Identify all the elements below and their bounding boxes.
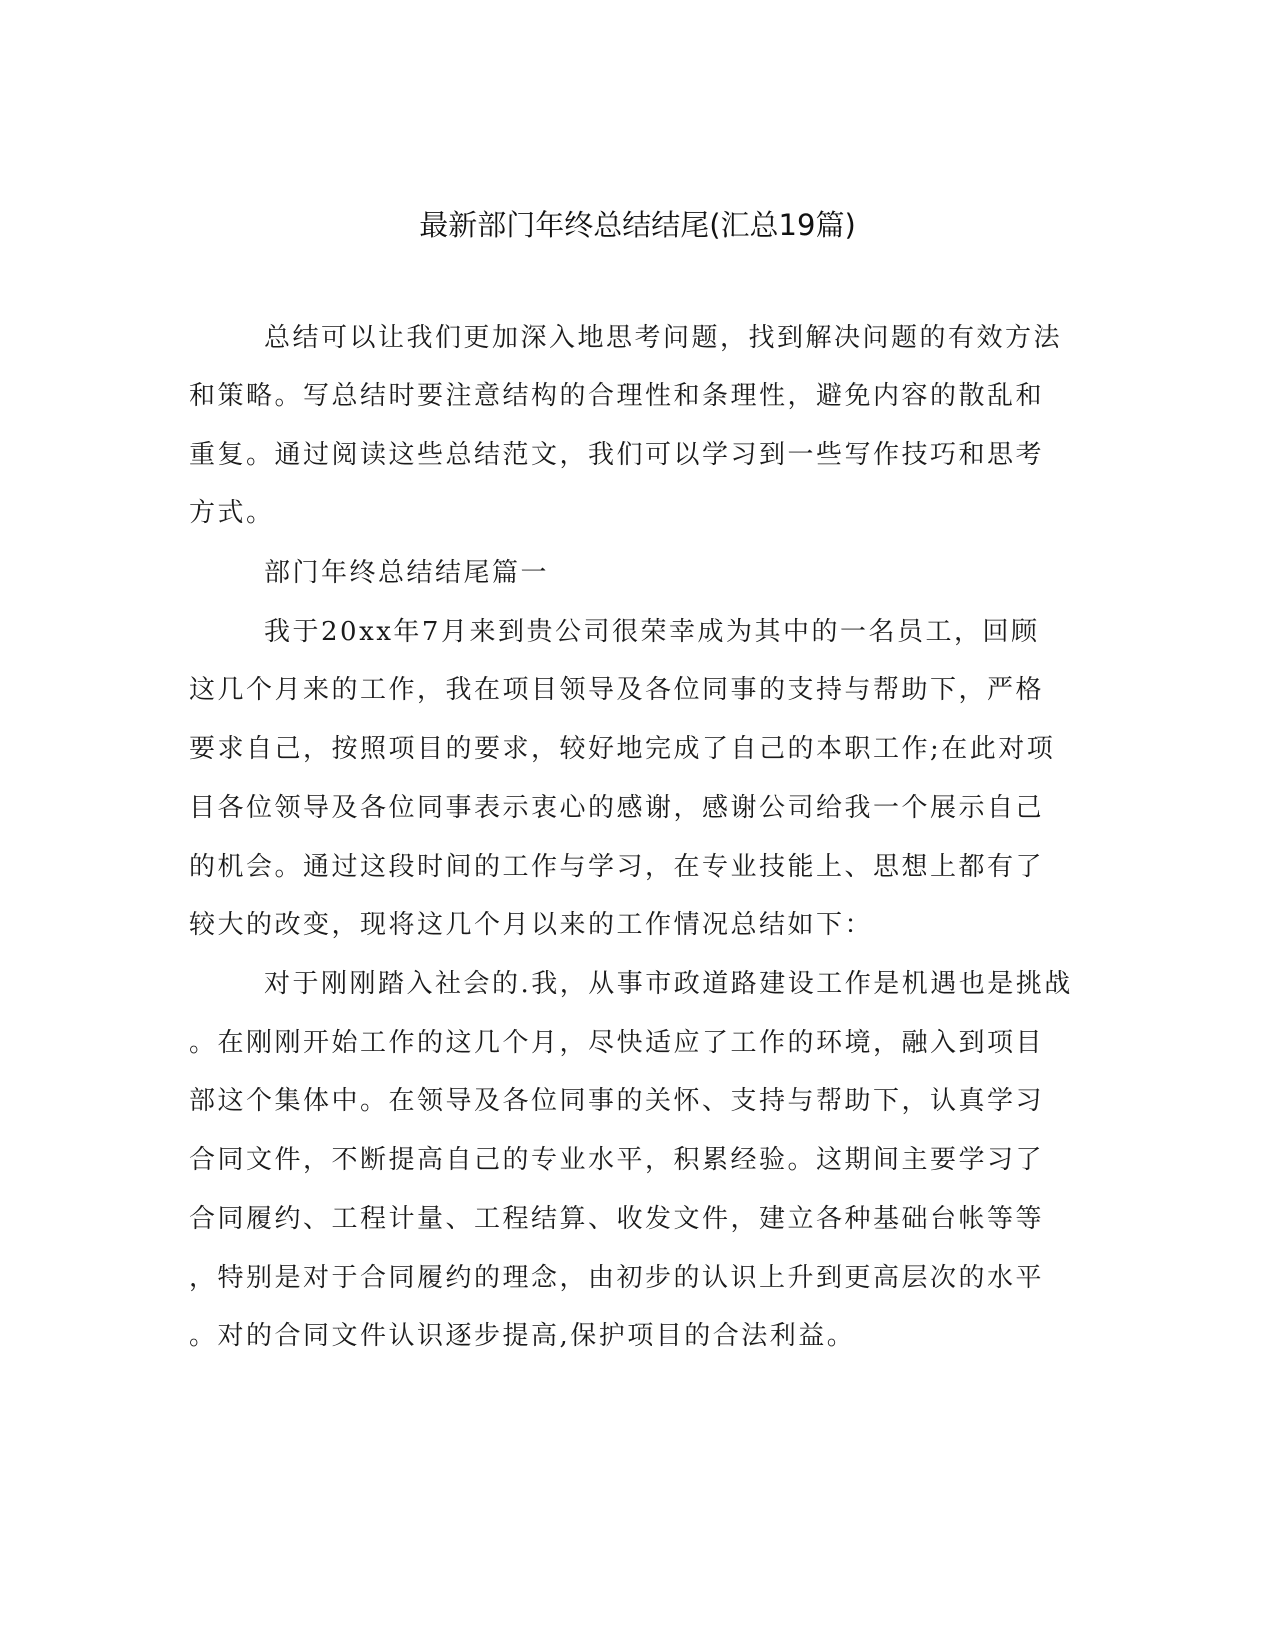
- body-paragraph-line: 较大的改变，现将这几个月以来的工作情况总结如下：: [189, 910, 874, 940]
- intro-paragraph-line: 重复。通过阅读这些总结范文，我们可以学习到一些写作技巧和思考: [189, 440, 1045, 470]
- body-paragraph-line: 我于20xx年7月来到贵公司很荣幸成为其中的一名员工，回顾: [264, 617, 1040, 647]
- body-paragraph-line: 合同履约、工程计量、工程结算、收发文件，建立各种基础台帐等等: [189, 1204, 1045, 1234]
- body-paragraph-line: 部这个集体中。在领导及各位同事的关怀、支持与帮助下，认真学习: [189, 1086, 1045, 1116]
- intro-paragraph-line: 方式。: [189, 498, 275, 528]
- body-paragraph-line: 这几个月来的工作，我在项目领导及各位同事的支持与帮助下，严格: [189, 675, 1045, 705]
- intro-paragraph-line: 总结可以让我们更加深入地思考问题，找到解决问题的有效方法: [264, 323, 1063, 353]
- section-heading: 部门年终总结结尾篇一: [264, 558, 550, 588]
- body-paragraph-line: 要求自己，按照项目的要求，较好地完成了自己的本职工作;在此对项: [189, 734, 1056, 764]
- body-paragraph-line: ，特别是对于合同履约的理念，由初步的认识上升到更高层次的水平: [189, 1263, 1045, 1293]
- body-paragraph-line: 合同文件，不断提高自己的专业水平，积累经验。这期间主要学习了: [189, 1145, 1045, 1175]
- intro-paragraph-line: 和策略。写总结时要注意结构的合理性和条理性，避免内容的散乱和: [189, 381, 1045, 411]
- body-paragraph-line: 。对的合同文件认识逐步提高,保护项目的合法利益。: [189, 1321, 856, 1351]
- body-paragraph-line: 的机会。通过这段时间的工作与学习，在专业技能上、思想上都有了: [189, 852, 1045, 882]
- body-paragraph-line: 目各位领导及各位同事表示衷心的感谢，感谢公司给我一个展示自己: [189, 793, 1045, 823]
- body-paragraph-line: 对于刚刚踏入社会的.我，从事市政道路建设工作是机遇也是挑战: [264, 969, 1073, 999]
- body-paragraph-line: 。在刚刚开始工作的这几个月，尽快适应了工作的环境，融入到项目: [189, 1028, 1045, 1058]
- document-title: 最新部门年终总结结尾(汇总19篇): [419, 208, 856, 242]
